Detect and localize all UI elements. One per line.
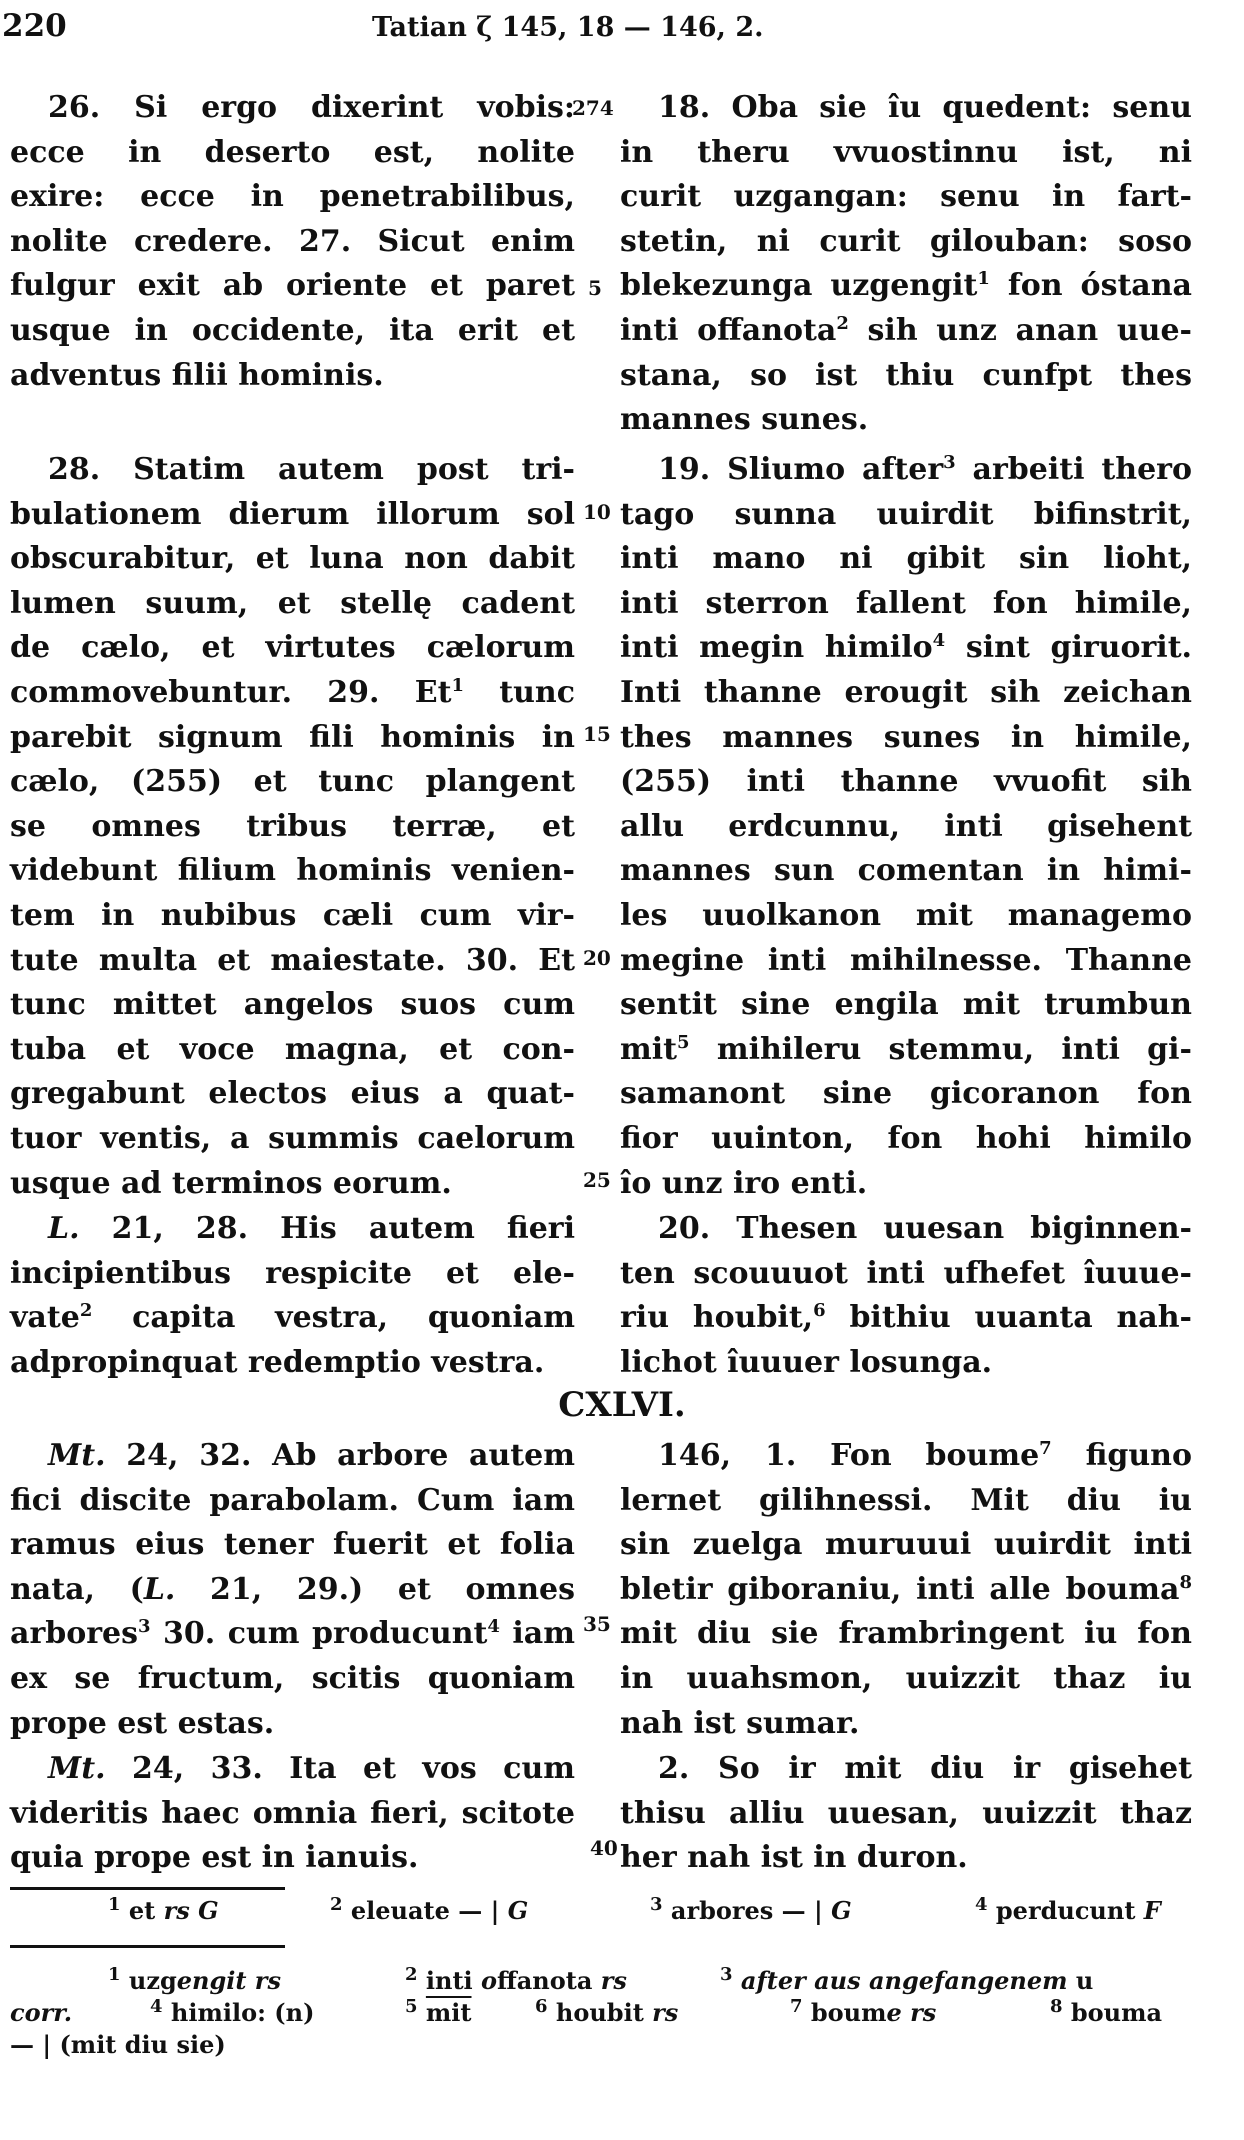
- text-fragment: arbores: [10, 1616, 139, 1652]
- text-line: [620, 448, 1192, 493]
- footnote-siglum: e rs: [886, 1998, 937, 2027]
- text-line: tago sunna uuirdit bifinstrit,: [620, 496, 1192, 532]
- text-line: tute multa et maiestate. 30. Et: [10, 942, 575, 978]
- footnote-siglum: rs: [652, 1998, 679, 2027]
- text-fragment: 24, 33. Ita et vos cum: [105, 1751, 575, 1786]
- footnote: [975, 1895, 1161, 1927]
- text-line: thes mannes sunes in himile,: [620, 719, 1192, 755]
- footnote-text: bouma: [1070, 1998, 1163, 2027]
- footnote: [330, 1895, 528, 1927]
- footnote: [405, 1997, 472, 2029]
- text-fragment: arbeiti thero: [955, 452, 1192, 487]
- text-fragment: fon óstana: [989, 268, 1192, 304]
- text-line: inti sterron fallent fon himile,: [620, 585, 1192, 621]
- text-fragment: riu houbit,: [620, 1300, 814, 1336]
- bible-ref: Mt.: [48, 1438, 106, 1473]
- footnote-row: [10, 1997, 1210, 2029]
- text-line: in uuahsmon, uuizzit thaz iu: [620, 1660, 1192, 1696]
- text-line: parebit signum fili hominis in: [10, 719, 575, 755]
- text-line: sin zuelga muruuui uuirdit inti: [620, 1527, 1192, 1563]
- text-line: ten scouuuot inti ufhefet îuuue-: [620, 1255, 1192, 1291]
- text-fragment: mihileru stemmu, inti gi-: [689, 1031, 1192, 1067]
- text-line: [10, 671, 575, 716]
- text-line: 2. So ir mit diu ir gisehet: [658, 1751, 1192, 1786]
- text-line: mannes sunes.: [620, 402, 869, 438]
- text-line: 28. Statim autem post tri-: [48, 452, 575, 487]
- german-paragraph-146-2: [620, 1747, 1192, 1881]
- footnote-siglum: rs: [600, 1966, 627, 1995]
- text-line: ramus eius tener fuerit et folia: [10, 1527, 575, 1563]
- line-number: 15: [583, 722, 611, 746]
- text-line: mannes sun comentan in himi-: [620, 853, 1192, 889]
- text-line: usque in occidente, ita erit et: [10, 312, 575, 348]
- text-line: 20. Thesen uuesan biginnen-: [658, 1211, 1192, 1246]
- text-line: sentit sine engila mit trumbun: [620, 987, 1192, 1023]
- line-number: 35: [583, 1612, 611, 1636]
- footnote-siglum: G: [831, 1896, 852, 1925]
- running-title: Tatian ζ 145, 18 — 146, 2.: [372, 12, 764, 43]
- text-line: [10, 1296, 575, 1341]
- text-line: ecce in deserto est, nolite: [10, 134, 575, 170]
- text-line: curit uzgangan: senu in fart-: [620, 179, 1192, 215]
- text-line: exire: ecce in penetrabilibus,: [10, 179, 575, 215]
- text-fragment: bithiu uuanta nah-: [825, 1300, 1192, 1336]
- text-line: ex se fructum, scitis quoniam: [10, 1660, 575, 1696]
- text-line: fici discite parabolam. Cum iam: [10, 1482, 575, 1518]
- footnote: [405, 1965, 627, 1997]
- text-line: [620, 626, 1192, 671]
- footnote-divider: [10, 1945, 285, 1948]
- footnote-text: ffanota: [497, 1966, 601, 1995]
- text-line: cælo, (255) et tunc plangent: [10, 764, 575, 800]
- footnote-text: boum: [810, 1998, 887, 2027]
- text-fragment: sih unz anan uue-: [848, 312, 1192, 348]
- text-fragment: 21, 29.) et omnes: [175, 1571, 575, 1607]
- text-line: tuor ventis, a summis caelorum: [10, 1120, 575, 1156]
- footnote-number: 2: [405, 1964, 418, 1985]
- text-line: [620, 309, 1192, 354]
- text-line: tuba et voce magna, et con-: [10, 1031, 575, 1067]
- footnote-ref[interactable]: 3: [138, 1616, 151, 1638]
- text-line: de cælo, et virtutes cælorum: [10, 630, 575, 666]
- text-line: prope est estas.: [10, 1705, 275, 1741]
- text-line: nah ist sumar.: [620, 1705, 860, 1741]
- footnote: [535, 1997, 678, 2029]
- text-line: [620, 264, 1192, 309]
- text-line: gregabunt electos eius a quat-: [10, 1076, 575, 1112]
- footnote-continuation: — | (mit diu sie): [10, 2030, 226, 2059]
- text-line: 18. Oba sie îu quedent: senu: [658, 90, 1192, 125]
- text-fragment: 19. Sliumo after: [658, 452, 944, 487]
- text-line: lumen suum, et stellę cadent: [10, 585, 575, 621]
- text-fragment: 21, 28. His autem fieri: [79, 1211, 575, 1246]
- footnote-ref[interactable]: 8: [1179, 1571, 1192, 1593]
- text-line: [10, 1434, 575, 1479]
- text-fragment: iam: [499, 1616, 575, 1652]
- footnote-text: houbit: [555, 1998, 653, 2027]
- text-fragment: commovebuntur. 29. Et: [10, 674, 452, 710]
- footnote-number: 8: [1050, 1996, 1063, 2017]
- latin-luke-21-28: [10, 1207, 575, 1385]
- text-line: fulgur exit ab oriente et paret: [10, 268, 575, 304]
- footnote-ref[interactable]: 5: [677, 1031, 690, 1053]
- text-line: [10, 1207, 575, 1252]
- text-line: bulationem dierum illorum sol: [10, 496, 575, 532]
- footnote-text: $\overline{mit}$: [425, 1998, 472, 2027]
- latin-column-top: [10, 86, 575, 398]
- footnote-text-italic: after aus angefangenem: [740, 1966, 1068, 1995]
- text-line: allu erdcunnu, inti gisehent: [620, 808, 1192, 844]
- text-line: samanont sine gicoranon fon: [620, 1076, 1192, 1112]
- text-fragment: inti offanota: [620, 312, 837, 348]
- text-line: les uuolkanon mit managemo: [620, 897, 1192, 933]
- text-line: [620, 1568, 1192, 1613]
- text-fragment: vate: [10, 1300, 80, 1336]
- text-fragment: 146, 1. Fon boume: [658, 1438, 1040, 1473]
- page-number: 220: [2, 8, 67, 44]
- latin-matthew-24-33: [10, 1747, 575, 1881]
- running-header: [0, 8, 1244, 58]
- text-line: [620, 1028, 1192, 1073]
- footnote-number: 1: [108, 1894, 121, 1915]
- footnote-ref[interactable]: 7: [1039, 1438, 1052, 1459]
- footnote-siglum: rs G: [163, 1896, 219, 1925]
- footnote-ref[interactable]: 6: [813, 1300, 826, 1322]
- text-line: lichot îuuuer losunga.: [620, 1344, 993, 1380]
- footnote-number: 4: [975, 1894, 988, 1915]
- footnote-text: eleuate — |: [350, 1896, 508, 1925]
- text-line: 26. Si ergo dixerint vobis:: [48, 90, 575, 125]
- footnote-row: [10, 1965, 1210, 1997]
- footnote-continuation: corr.: [10, 1998, 73, 2027]
- text-fragment: nata, (: [10, 1571, 144, 1607]
- german-paragraph-146-1: [620, 1434, 1192, 1746]
- footnote-text: inti: [425, 1966, 482, 1995]
- text-line: tunc mittet angelos suos cum: [10, 987, 575, 1023]
- text-line: mit diu sie frambringent iu fon: [620, 1616, 1192, 1652]
- text-fragment: blekezunga uzgengit: [620, 268, 978, 304]
- text-line: her nah ist in duron.: [620, 1840, 968, 1876]
- text-fragment: inti megin himilo: [620, 630, 933, 666]
- section-heading: CXLVI.: [558, 1385, 686, 1425]
- footnote-number: 3: [720, 1964, 733, 1985]
- text-line: (255) inti thanne vvuofit sih: [620, 764, 1192, 800]
- text-line: videritis haec omnia fieri, scitote: [10, 1795, 575, 1831]
- text-line: incipientibus respicite et ele-: [10, 1255, 575, 1291]
- text-fragment: 30. cum producunt: [150, 1616, 488, 1652]
- footnote: [150, 1997, 314, 2029]
- text-line: adpropinquat redemptio vestra.: [10, 1344, 545, 1380]
- line-number: 10: [583, 500, 611, 524]
- text-fragment: figuno: [1051, 1438, 1192, 1473]
- footnote-number: 1: [108, 1964, 121, 1985]
- text-line: [10, 1568, 575, 1613]
- footnote-number: 5: [405, 1996, 418, 2017]
- text-line: Inti thanne erougit sih zeichan: [620, 674, 1192, 710]
- text-fragment: capita vestra, quoniam: [132, 1300, 576, 1336]
- text-fragment: mit: [620, 1031, 677, 1067]
- line-number: 5: [588, 276, 602, 300]
- footnote: [108, 1965, 281, 1997]
- footnote-text: et: [128, 1896, 164, 1925]
- footnote-ref[interactable]: 1: [977, 268, 990, 290]
- text-line: tem in nubibus cæli cum vir-: [10, 897, 575, 933]
- footnote-text: arbores — |: [670, 1896, 832, 1925]
- footnote-text: u: [1067, 1966, 1094, 1995]
- text-line: quia prope est in ianuis.: [10, 1840, 419, 1876]
- german-paragraph-20: [620, 1207, 1192, 1385]
- footnote-ref[interactable]: 3: [943, 452, 956, 473]
- text-line: stana, so ist thiu cunfpt thes: [620, 357, 1192, 393]
- text-line: [10, 1612, 575, 1657]
- german-footnotes: [10, 1965, 1210, 2061]
- footnote: [720, 1965, 1093, 1997]
- german-paragraph-18: [620, 86, 1192, 443]
- text-line: usque ad terminos eorum.: [10, 1165, 452, 1201]
- text-line: nolite credere. 27. Sicut enim: [10, 223, 575, 259]
- footnote-siglum: engit rs: [176, 1966, 281, 1995]
- text-fragment: tunc: [464, 674, 575, 710]
- footnote-text-italic: o: [481, 1966, 498, 1995]
- footnote-ref[interactable]: 4: [487, 1616, 500, 1638]
- footnote-number: 6: [535, 1996, 548, 2017]
- text-fragment: sint giruorit.: [945, 630, 1192, 666]
- text-line: [10, 1747, 575, 1792]
- footnote-ref[interactable]: 4: [932, 630, 946, 652]
- footnote-text: uzg: [128, 1966, 177, 1995]
- text-fragment: bletir giboraniu, inti alle bouma: [620, 1571, 1180, 1607]
- text-line: thisu alliu uuesan, uuizzit thaz: [620, 1795, 1192, 1831]
- footnote: [650, 1895, 852, 1927]
- text-line: megine inti mihilnesse. Thanne: [620, 942, 1192, 978]
- footnote-ref[interactable]: 2: [79, 1300, 93, 1322]
- footnote-ref[interactable]: 1: [451, 674, 464, 696]
- footnote-number: 3: [650, 1894, 663, 1915]
- german-paragraph-19: [620, 448, 1192, 1206]
- bible-ref: Mt.: [48, 1751, 106, 1786]
- footnote-text: perducunt: [995, 1896, 1144, 1925]
- footnote-row: [10, 2029, 1210, 2061]
- footnote-siglum: G: [507, 1896, 529, 1925]
- footnote: [1050, 1997, 1162, 2029]
- text-fragment: 24, 32. Ab arbore autem: [105, 1438, 575, 1473]
- text-line: îo unz iro enti.: [620, 1165, 868, 1201]
- text-line: in theru vvuostinnu ist, ni: [620, 134, 1192, 170]
- text-line: videbunt filium hominis venien-: [10, 853, 575, 889]
- line-number: 25: [583, 1168, 611, 1192]
- bible-ref: L.: [143, 1571, 176, 1607]
- footnote: [108, 1895, 219, 1927]
- text-line: fior uuinton, fon hohi himilo: [620, 1120, 1192, 1156]
- footnote-ref[interactable]: 2: [836, 312, 849, 334]
- latin-paragraph-28: [10, 448, 575, 1206]
- footnote-text: himilo: (n): [170, 1998, 315, 2027]
- text-line: inti mano ni gibit sin lioht,: [620, 541, 1192, 577]
- text-line: stetin, ni curit gilouban: soso: [620, 223, 1192, 259]
- text-line: [620, 1296, 1192, 1341]
- footnote-divider: [10, 1887, 285, 1890]
- footnote-number: 4: [150, 1996, 163, 2017]
- text-line: se omnes tribus terræ, et: [10, 808, 575, 844]
- text-line: adventus filii hominis.: [10, 357, 384, 393]
- bible-ref: L.: [48, 1211, 80, 1246]
- line-number: 40: [590, 1836, 618, 1860]
- text-line: lernet gilihnessi. Mit diu iu: [620, 1482, 1192, 1518]
- latin-matthew-24-32: [10, 1434, 575, 1746]
- page-reference-274: 274: [572, 96, 614, 120]
- footnote-siglum: F: [1143, 1896, 1161, 1925]
- footnote-number: 7: [790, 1996, 803, 2017]
- footnote-number: 2: [330, 1894, 343, 1915]
- text-line: obscurabitur, et luna non dabit: [10, 541, 575, 577]
- footnote: [790, 1997, 936, 2029]
- line-number: 20: [583, 946, 611, 970]
- text-line: [620, 1434, 1192, 1479]
